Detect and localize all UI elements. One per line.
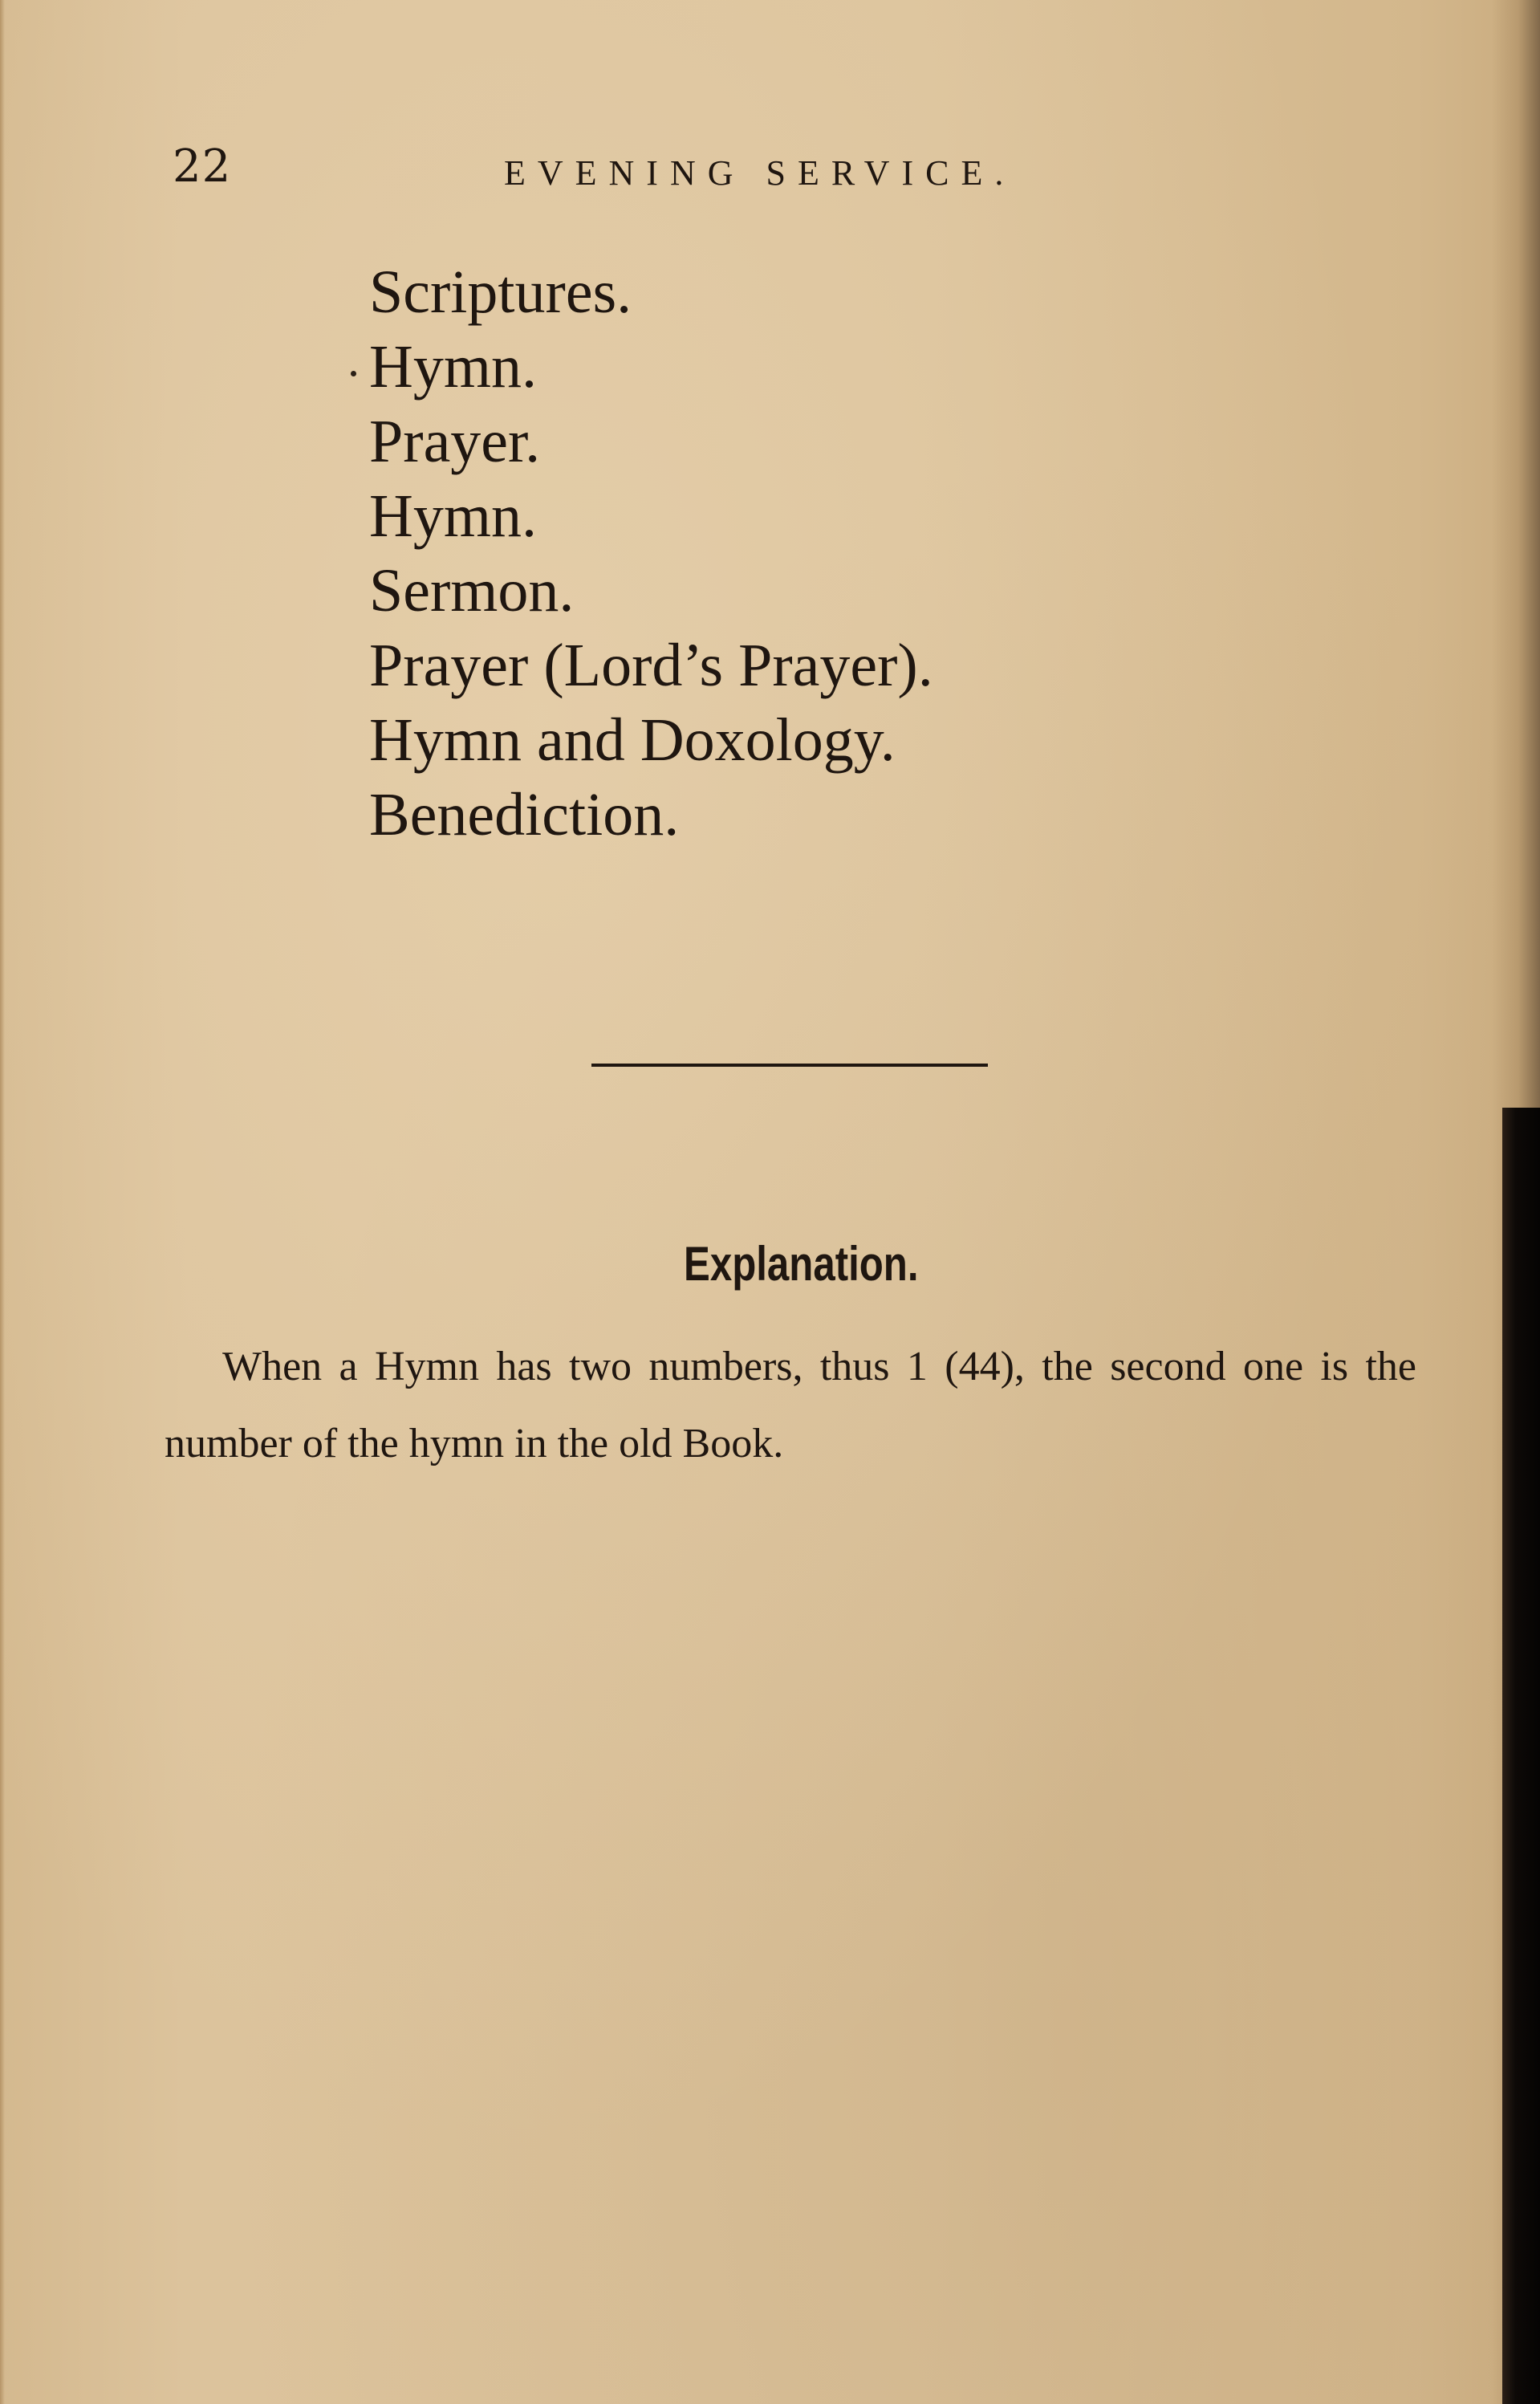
page-number: 22	[173, 140, 232, 193]
binding-shadow	[1502, 1108, 1540, 2404]
order-of-service-list	[369, 255, 933, 852]
page-left-edge	[0, 0, 5, 2404]
order-item-sermon: Sermon.	[369, 557, 575, 624]
section-divider-rule	[591, 1064, 988, 1067]
order-item-benediction: Benediction.	[369, 781, 680, 848]
order-item-hymn: Hymn.	[369, 333, 537, 401]
ink-speck	[351, 371, 356, 376]
order-item-hymn-2: Hymn.	[369, 482, 537, 550]
order-item-doxology: Hymn and Doxology.	[369, 706, 896, 774]
running-title: EVENING SERVICE.	[504, 153, 1016, 193]
order-item-lords-prayer: Prayer (Lord’s Prayer).	[369, 632, 933, 699]
order-item-prayer: Prayer.	[369, 408, 541, 475]
explanation-heading: Explanation.	[684, 1237, 919, 1291]
explanation-paragraph: When a Hymn has two numbers, thus 1 (44), the second one is the number of the hymn in the old Book.	[165, 1344, 1416, 1466]
order-item-scriptures: Scriptures.	[369, 258, 632, 326]
